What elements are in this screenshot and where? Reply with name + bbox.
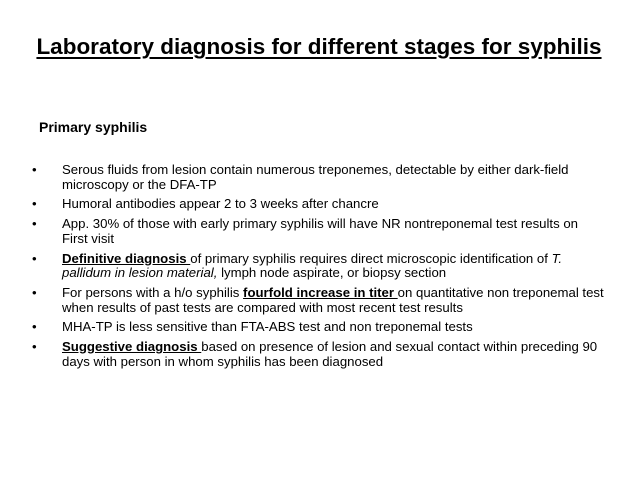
bullet-text: App. 30% of those with early primary syphilis will have NR nontreponemal test results on First visit: [62, 216, 579, 246]
bullet-emphasis: Suggestive diagnosis: [62, 339, 202, 355]
bullet-text: lymph node aspirate, or biopsy section: [217, 265, 447, 281]
slide-title: Laboratory diagnosis for different stages for syphilis: [36, 34, 602, 59]
bullet-italic: T. pallidum in lesion material,: [62, 250, 563, 281]
bullet-dot-icon: •: [32, 284, 37, 300]
bullet-dot-icon: •: [32, 339, 37, 355]
bullet-list: [30, 163, 605, 374]
bullet-item: [30, 217, 605, 246]
bullet-item: [30, 197, 605, 212]
bullet-dot-icon: •: [32, 216, 37, 232]
bullet-emphasis: Definitive diagnosis: [62, 250, 191, 266]
bullet-dot-icon: •: [32, 162, 37, 177]
bullet-emphasis: fourfold increase in titer: [243, 284, 398, 300]
bullet-text: based on presence of lesion and sexual contact within preceding 90 days with person in whom syphilis has been diagnosed: [62, 339, 598, 369]
bullet-item: [30, 320, 605, 335]
bullet-text: Serous fluids from lesion contain numerous treponemes, detectable by either dark-field microscopy or the DFA-TP: [62, 162, 569, 192]
bullet-item: [30, 286, 605, 315]
bullet-dot-icon: •: [32, 250, 37, 266]
bullet-item: [30, 252, 605, 281]
bullet-dot-icon: •: [32, 196, 37, 212]
bullet-text: of primary syphilis requires direct microscopic identification of: [190, 250, 552, 266]
section-heading: Primary syphilis: [39, 119, 148, 135]
bullet-text: For persons with a h/o syphilis: [62, 284, 244, 300]
bullet-item: [30, 163, 605, 192]
bullet-text: MHA-TP is less sensitive than FTA-ABS test and non treponemal tests: [62, 319, 473, 335]
bullet-dot-icon: •: [32, 319, 37, 335]
bullet-item: [30, 340, 605, 369]
bullet-text: on quantitative non treponemal test when results of past tests are compared with most recent test results: [62, 284, 604, 315]
bullet-text: Humoral antibodies appear 2 to 3 weeks after chancre: [62, 196, 379, 212]
